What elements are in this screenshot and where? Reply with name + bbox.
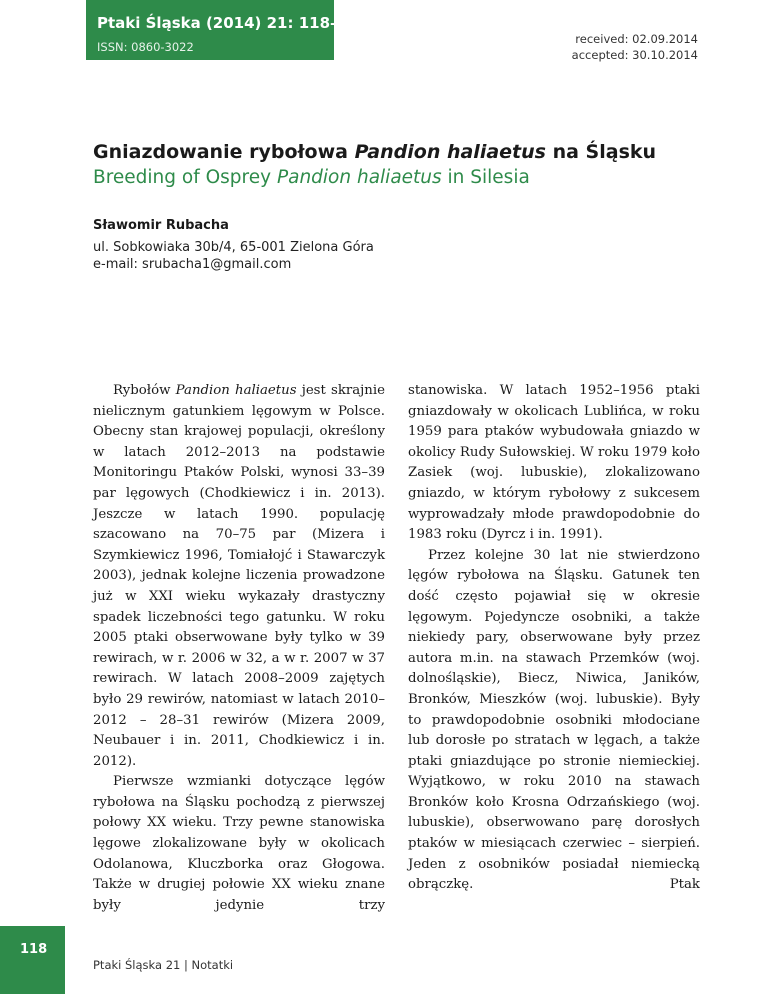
running-footer: Ptaki Śląska 21 | Notatki: [93, 958, 234, 972]
paragraph-1-pre: Rybołów: [113, 383, 176, 398]
author-name: Sławomir Rubacha: [93, 218, 229, 233]
title-polish-species: Pandion haliaetus: [354, 141, 546, 163]
page-number-box: [0, 926, 65, 994]
author-contact: [93, 239, 374, 273]
journal-issn: ISSN: 0860-3022: [97, 40, 194, 54]
author-email: e-mail: srubacha1@gmail.com: [93, 257, 292, 272]
journal-citation: Ptaki Śląska (2014) 21: 118–122: [97, 14, 369, 32]
title-english-species: Pandion haliaetus: [276, 167, 442, 188]
journal-banner: [86, 0, 369, 60]
article-dates: [572, 31, 698, 63]
received-date: received: 02.09.2014: [575, 32, 698, 46]
author-address: ul. Sobkowiaka 30b/4, 65-001 Zielona Góra: [93, 240, 374, 255]
page-number: 118: [20, 942, 48, 957]
title-english-pre: Breeding of Osprey: [93, 167, 277, 188]
title-english-post: in Silesia: [441, 167, 530, 188]
body-column-right: [408, 381, 700, 896]
paragraph-3: stanowiska. W latach 1952–1956 ptaki gniazdowały w okolicach Lublińca, w roku 1959 para ptaków wybudowała gniazdo w okolicy Rudy Sułowskiej. W roku 1979 koło Zasiek (woj. lubuskie), zlokalizowano gniazdo, w którym rybołowy z sukcesem wyprowadzały młode prawdopodobnie do 1983 roku (Dyrcz i in. 1991).: [408, 383, 700, 543]
paragraph-2: Pierwsze wzmianki dotyczące lęgów rybołowa na Śląsku pochodzą z pierwszej połowy XX wieku. Trzy pewne stanowiska lęgowe zlokalizowane były w okolicach Odolanowa, Kluczborka oraz Głogowa. Także w drugiej połowie XX wieku znane były jedynie trzy: [93, 774, 385, 913]
title-polish: [93, 141, 656, 163]
accepted-date: accepted: 30.10.2014: [571, 48, 698, 62]
body-column-left: [93, 381, 385, 916]
paragraph-1-species: Pandion haliaetus: [175, 383, 297, 398]
paragraph-4: Przez kolejne 30 lat nie stwierdzono lęgów rybołowa na Śląsku. Gatunek ten dość często pojawiał się w okresie lęgowym. Pojedyncze osobniki, a także niekiedy pary, obserwowane były przez autora m.in. na stawach Przemków (woj. dolnośląskie), Biecz, Niwica, Janików, Bronków, Mieszków (woj. lubuskie). Były to prawdopodobnie osobniki młodociane lub dorosłe po stratach w lęgach, a także ptaki gniazdujące po stronie niemieckiej. Wyjątkowo, w roku 2010 na stawach Bronków koło Krosna Odrzańskiego (woj. lubuskie), obserwowano parę dorosłych ptaków w miesiącach czerwiec – sierpień. Jeden z osobników posiadał niemiecką obrączkę. Ptak: [408, 547, 700, 893]
title-polish-post: na Śląsku: [545, 141, 657, 163]
title-english: [93, 167, 530, 188]
paragraph-1-post: jest skrajnie nielicznym gatunkiem lęgowym w Polsce. Obecny stan krajowej populacji, określony w latach 2012–2013 na podstawie Monitoringu Ptaków Polski, wynosi 33–39 par lęgowych (Chodkiewicz i in. 2013). Jeszcze w latach 1990. populację szacowano na 70–75 par (Mizera i Szymkiewicz 1996, Tomiałojć i Stawarczyk 2003), jednak kolejne liczenia prowadzone już w XXI wieku wykazały drastyczny spadek liczebności tego gatunku. W roku 2005 ptaki obserwowane były tylko w 39 rewirach, w r. 2006 w 32, a w r. 2007 w 37 rewirach. W latach 2008–2009 zajętych było 29 rewirów, natomiast w latach 2010–2012 – 28–31 rewirów (Mizera 2009, Neubauer i in. 2011, Chodkiewicz i in. 2012).: [93, 383, 385, 769]
title-polish-pre: Gniazdowanie rybołowa: [93, 141, 355, 163]
paragraph-1: [93, 381, 385, 772]
